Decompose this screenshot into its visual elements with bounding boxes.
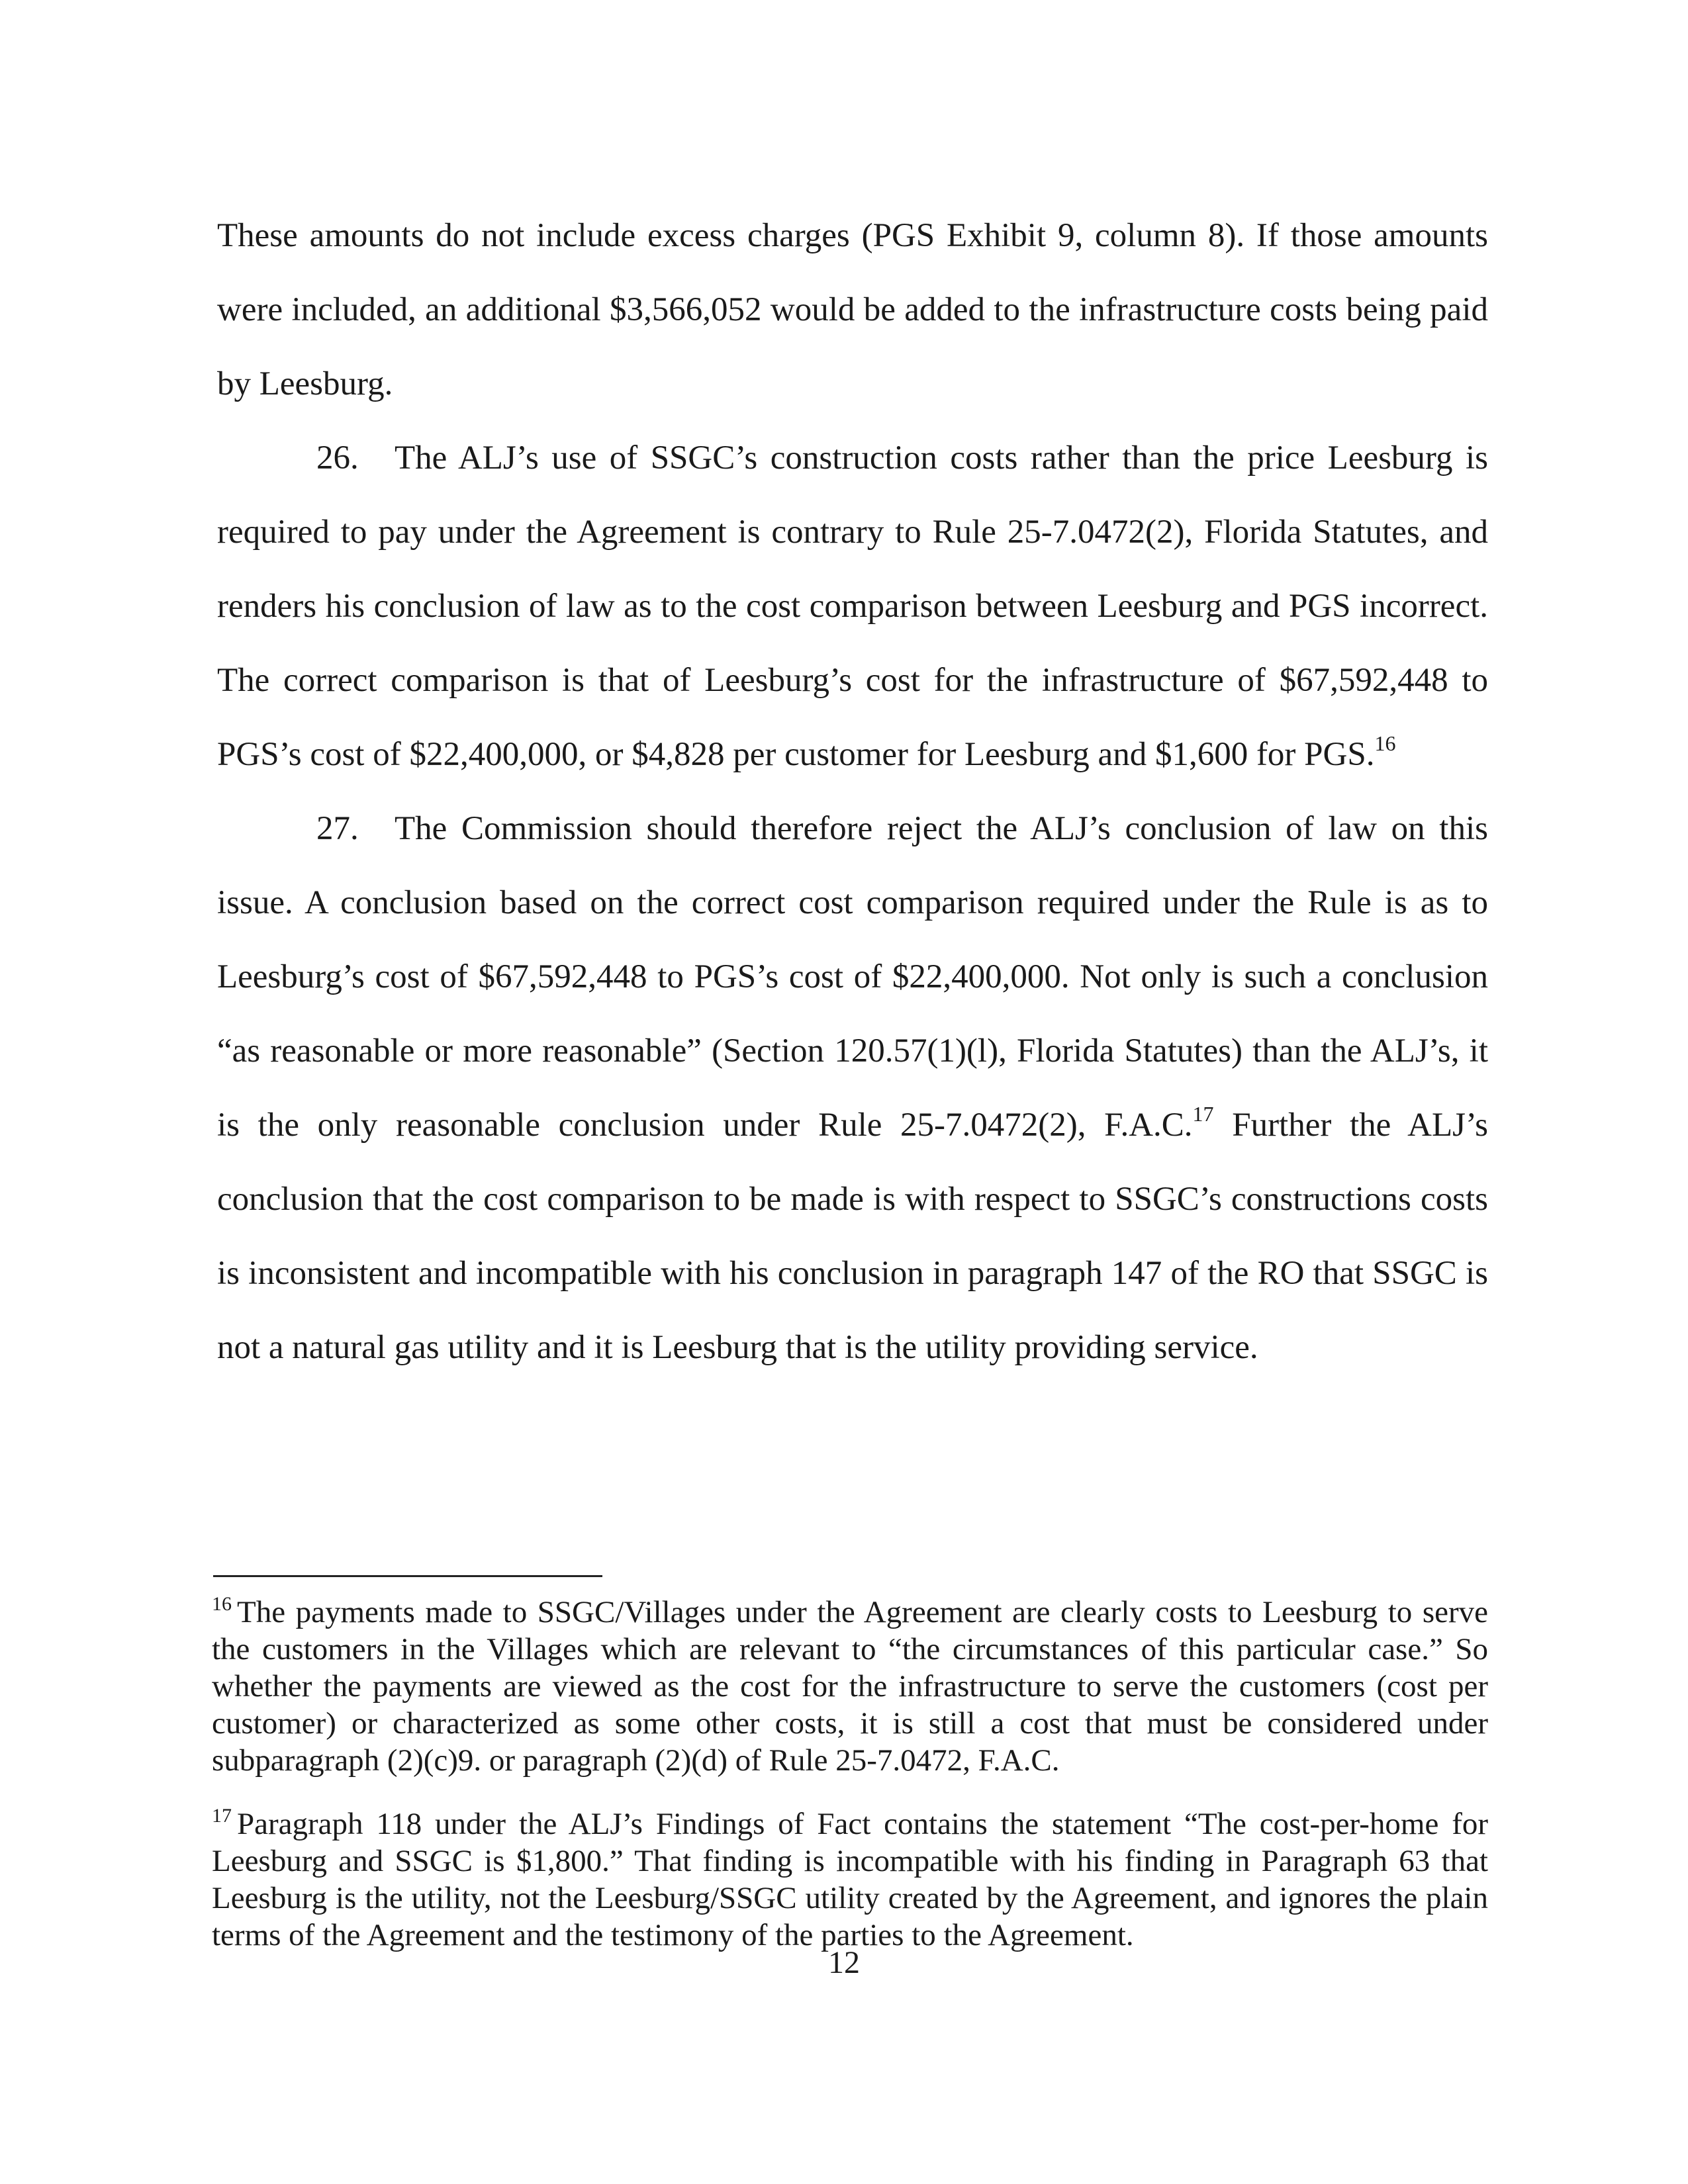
- footnote-text: Paragraph 118 under the ALJ’s Findings of Fact contains the statement “The cost-per-home for Leesburg and SSGC is $1,800.” That finding is incompatible with his finding in Paragraph 63 that Leesburg is the utility, not the Leesburg/SSGC utility created by the Agreement, and ignores the plain terms of the Agreement and the testimony of the parties to the Agreement.: [212, 1807, 1488, 1952]
- paragraph-26: [217, 421, 1488, 792]
- paragraph-27: [217, 792, 1488, 1385]
- paragraph-number: 26.: [316, 439, 359, 477]
- footnote-ref-17[interactable]: 17: [1192, 1102, 1214, 1126]
- footnote-marker: 16: [212, 1593, 232, 1615]
- footnotes: [212, 1594, 1488, 1980]
- paragraph-text: The ALJ’s use of SSGC’s construction costs rather than the price Leesburg is required to pay under the Agreement is contrary to Rule 25-7.0472(2), Florida Statutes, and renders his conclusion of law as to the cost comparison between Leesburg and PGS incorrect. The correct comparison is that of Leesburg’s cost for the infrastructure of $67,592,448 to PGS’s cost of $22,400,000, or $4,828 per customer for Leesburg and $1,600 for PGS.: [217, 439, 1488, 773]
- footnote-text: The payments made to SSGC/Villages under the Agreement are clearly costs to Leesburg to serve the customers in the Villages which are relevant to “the circumstances of this particular case.” So whether the payments are viewed as the cost for the infrastructure to serve the customers (cost per customer) or characterized as some other costs, it is still a cost that must be considered under subparagraph (2)(c)9. or paragraph (2)(d) of Rule 25-7.0472, F.A.C.: [212, 1595, 1488, 1778]
- footnote-17: [212, 1805, 1488, 1954]
- footnote-separator: [213, 1575, 602, 1577]
- footnote-16: [212, 1594, 1488, 1779]
- page-number: 12: [828, 1945, 860, 1980]
- footnote-marker: 17: [212, 1805, 232, 1827]
- paragraph-continuation: [217, 199, 1488, 421]
- paragraph-continuation-text: These amounts do not include excess charges (PGS Exhibit 9, column 8). If those amounts were included, an additional $3,566,052 would be added to the infrastructure costs being paid by Leesburg.: [217, 217, 1488, 402]
- paragraph-text-continued: Further the ALJ’s conclusion that the cost comparison to be made is with respect to SSGC’s constructions costs is inconsistent and incompatible with his conclusion in paragraph 147 of the RO that SSGC is not a natural gas utility and it is Leesburg that is the utility providing service.: [217, 1107, 1488, 1366]
- paragraph-number: 27.: [316, 810, 359, 847]
- footnote-ref-16[interactable]: 16: [1374, 731, 1396, 755]
- body-text: [217, 199, 1488, 1385]
- paragraph-text: The Commission should therefore reject the ALJ’s conclusion of law on this issue. A conclusion based on the correct cost comparison required under the Rule is as to Leesburg’s cost of $67,592,448 to PGS’s cost of $22,400,000. Not only is such a conclusion “as reasonable or more reasonable” (Section 120.57(1)(l), Florida Statutes) than the ALJ’s, it is the only reasonable conclusion under Rule 25-7.0472(2), F.A.C.: [217, 810, 1488, 1144]
